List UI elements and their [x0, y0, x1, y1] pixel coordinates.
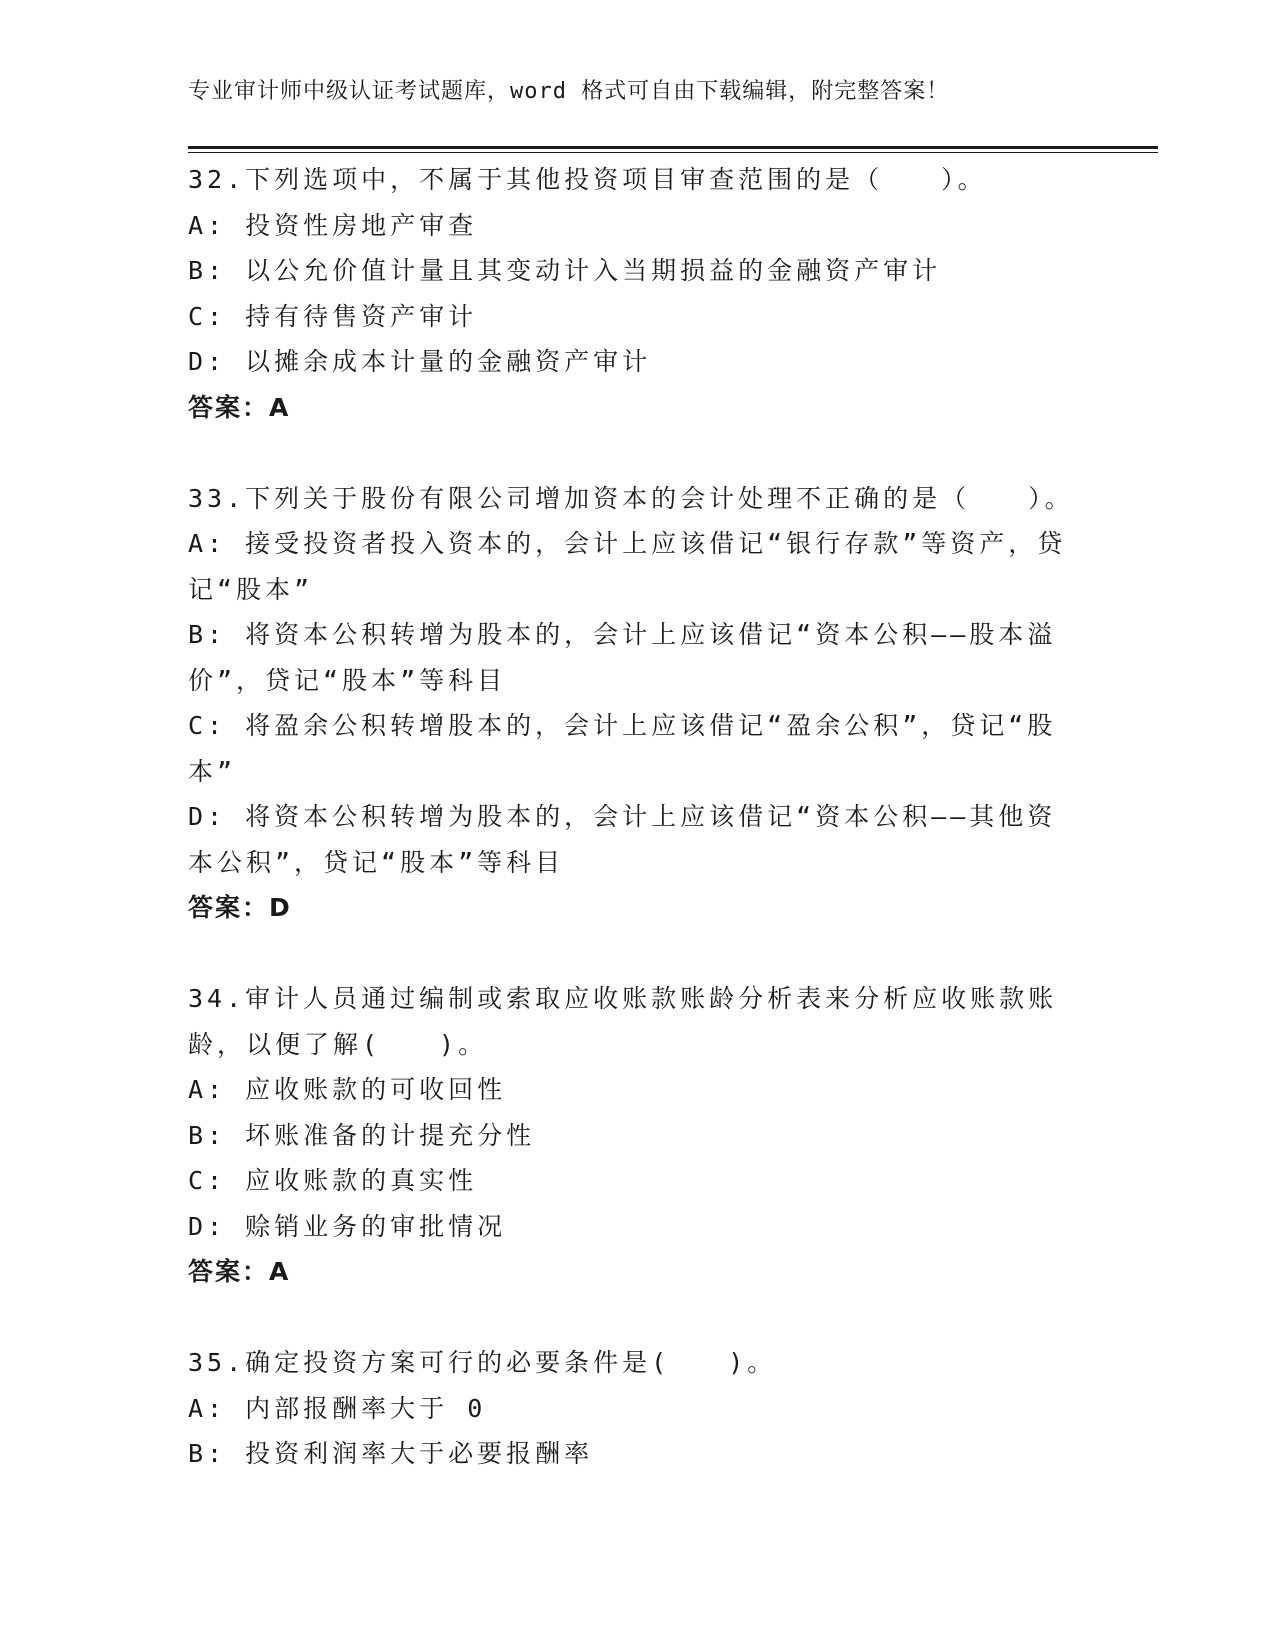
header-rule-thick: [188, 146, 1158, 149]
option-a: A: 接受投资者投入资本的，会计上应该借记“银行存款”等资产，贷记“股本”: [188, 529, 1067, 604]
question-stem: 33.下列关于股份有限公司增加资本的会计处理不正确的是（ ）。: [188, 483, 1074, 513]
option-b: B: 将资本公积转增为股本的，会计上应该借记“资本公积——股本溢价”，贷记“股本”等科目: [188, 620, 1057, 695]
option-b: B: 投资利润率大于必要报酬率: [188, 1439, 594, 1468]
option-d: D: 赊销业务的审批情况: [188, 1211, 507, 1241]
option-d: D: 以摊余成本计量的金融资产审计: [188, 347, 652, 376]
question-35: [188, 1340, 1078, 1477]
option-b: B: 坏账准备的计提充分性: [188, 1120, 536, 1150]
option-a: A: 应收账款的可收回性: [188, 1075, 507, 1104]
question-stem: 34.审计人员通过编制或索取应收账款账龄分析表来分析应收账款账龄，以便了解( )。: [188, 984, 1058, 1059]
page-header: 专业审计师中级认证考试题库，word 格式可自由下载编辑，附完整答案！: [188, 79, 950, 104]
option-c: C: 将盈余公积转增股本的，会计上应该借记“盈余公积”，贷记“股本”: [188, 711, 1057, 786]
question-list: [188, 157, 1078, 1522]
question-33: [188, 476, 1078, 931]
question-34: [188, 976, 1078, 1295]
option-d: D: 将资本公积转增为股本的，会计上应该借记“资本公积——其他资本公积”，贷记“股本”等科目: [188, 802, 1057, 877]
question-stem: 35.确定投资方案可行的必要条件是( )。: [188, 1348, 777, 1377]
question-stem: 32.下列选项中，不属于其他投资项目审查范围的是（ ）。: [188, 165, 987, 194]
option-b: B: 以公允价值计量且其变动计入当期损益的金融资产审计: [188, 256, 942, 285]
answer: 答案：D: [188, 893, 292, 922]
option-c: C: 持有待售资产审计: [188, 301, 478, 331]
question-32: [188, 157, 1078, 430]
option-a: A: 内部报酬率大于 0: [188, 1393, 487, 1423]
option-c: C: 应收账款的真实性: [188, 1166, 478, 1195]
answer: 答案：A: [188, 1257, 291, 1286]
header-rule-thin: [188, 152, 1158, 153]
option-a: A: 投资性房地产审查: [188, 210, 478, 240]
answer: 答案：A: [188, 392, 291, 422]
